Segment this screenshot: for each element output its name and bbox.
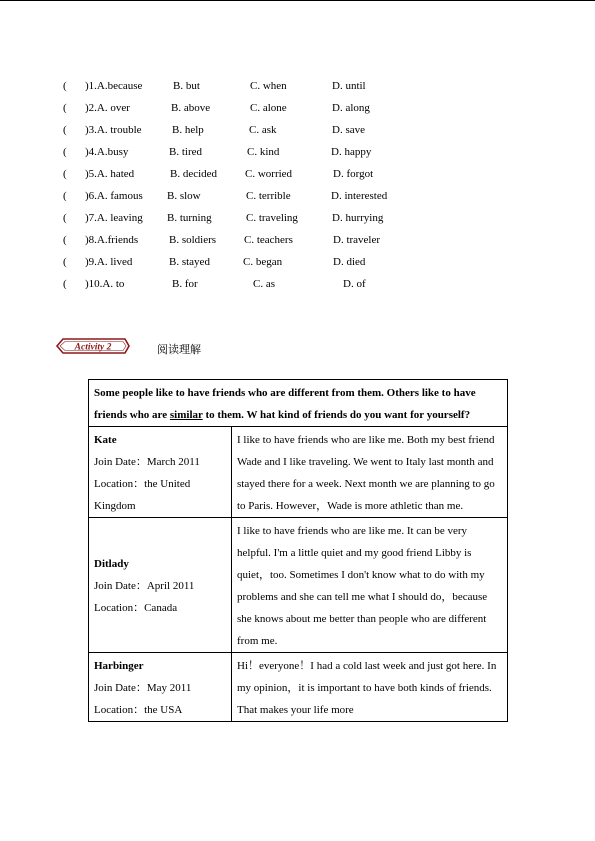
option-c: C. terrible	[246, 190, 291, 202]
option-d: D. traveler	[333, 234, 381, 246]
profile-name: Ditlady	[94, 558, 129, 570]
post-text: Hi！everyone！I had a cold last week and just got here. In my opinion，it is important to have both kinds of friends. That makes your life more	[232, 653, 508, 722]
option-a: )10.A. to	[85, 278, 125, 290]
answer-paren: (	[63, 102, 67, 114]
option-c: C. teachers	[244, 234, 293, 246]
option-b: B. stayed	[169, 256, 210, 268]
profile-name: Kate	[94, 434, 117, 446]
answer-paren: (	[63, 190, 67, 202]
option-d: D. along	[332, 102, 370, 114]
option-d: D. forgot	[333, 168, 374, 180]
profile-cell	[89, 653, 232, 722]
post-text: I like to have friends who are like me. It can be very helpful. I'm a little quiet and my good friend Libby is quiet，too. Sometimes I don't know what to do with my problems and she can tell me what I should do，because she knows about me better than people who are different from me.	[232, 518, 508, 653]
option-c: C. traveling	[246, 212, 298, 224]
option-d: D. of	[343, 278, 366, 290]
option-a: )2.A. over	[85, 102, 130, 114]
option-a: )9.A. lived	[85, 256, 133, 268]
option-a: )8.A.friends	[85, 234, 139, 246]
option-d: D. happy	[331, 146, 372, 158]
option-b: B. turning	[167, 212, 212, 224]
option-c: C. as	[253, 278, 275, 290]
option-c: C. began	[243, 256, 283, 268]
answer-paren: (	[63, 256, 67, 268]
table-row	[89, 427, 508, 518]
profile-cell	[89, 427, 232, 518]
answer-paren: (	[63, 146, 67, 158]
option-a: )4.A.busy	[85, 146, 129, 158]
option-d: D. died	[333, 256, 366, 268]
join-date: Join Date：March 2011	[94, 456, 200, 468]
option-d: D. save	[332, 124, 365, 136]
join-date: Join Date：May 2011	[94, 682, 192, 694]
activity-badge-label: Activity 2	[74, 342, 112, 353]
option-b: B. but	[173, 80, 200, 92]
option-b: B. tired	[169, 146, 202, 158]
section-title: 阅读理解	[157, 344, 201, 356]
join-date: Join Date：April 2011	[94, 580, 195, 592]
option-d: D. interested	[331, 190, 388, 202]
activity-badge	[55, 337, 131, 355]
location: Location：Canada	[94, 602, 178, 614]
option-b: B. help	[172, 124, 204, 136]
option-a: )7.A. leaving	[85, 212, 143, 224]
option-b: B. soldiers	[169, 234, 217, 246]
underlined-word: similar	[169, 409, 203, 421]
option-a: )6.A. famous	[85, 190, 143, 202]
profile-cell	[89, 518, 232, 653]
option-d: D. until	[332, 80, 366, 92]
table-row	[89, 653, 508, 722]
option-b: B. decided	[170, 168, 218, 180]
answer-paren: (	[63, 278, 67, 290]
table-row	[89, 518, 508, 653]
location: Location：the United Kingdom	[94, 478, 191, 512]
option-a: )3.A. trouble	[85, 124, 142, 136]
option-a: )1.A.because	[85, 80, 143, 92]
option-b: B. above	[171, 102, 211, 114]
profile-name: Harbinger	[94, 660, 144, 672]
reading-table	[88, 379, 508, 722]
answer-paren: (	[63, 234, 67, 246]
option-c: C. ask	[249, 124, 277, 136]
reading-question: Some people like to have friends who are different from them. Others like to have friends who are similar to them. W hat kind of friends do you want for yourself?	[89, 380, 508, 427]
option-c: C. worried	[245, 168, 293, 180]
answer-paren: (	[63, 124, 67, 136]
answer-paren: (	[63, 80, 67, 92]
option-a: )5.A. hated	[85, 168, 135, 180]
option-b: B. for	[172, 278, 198, 290]
option-c: C. when	[250, 80, 287, 92]
page-top-rule	[0, 0, 595, 1]
option-c: C. alone	[250, 102, 287, 114]
option-b: B. slow	[167, 190, 201, 202]
question-header-row	[89, 380, 508, 427]
answer-paren: (	[63, 212, 67, 224]
option-c: C. kind	[247, 146, 280, 158]
answer-paren: (	[63, 168, 67, 180]
post-text: I like to have friends who are like me. Both my best friend Wade and I like traveling. We went to Italy last month and stayed there for a week. Next month we are planning to go to Paris. However，Wade is more athletic than me.	[232, 427, 508, 518]
option-d: D. hurrying	[332, 212, 384, 224]
location: Location：the USA	[94, 704, 183, 716]
